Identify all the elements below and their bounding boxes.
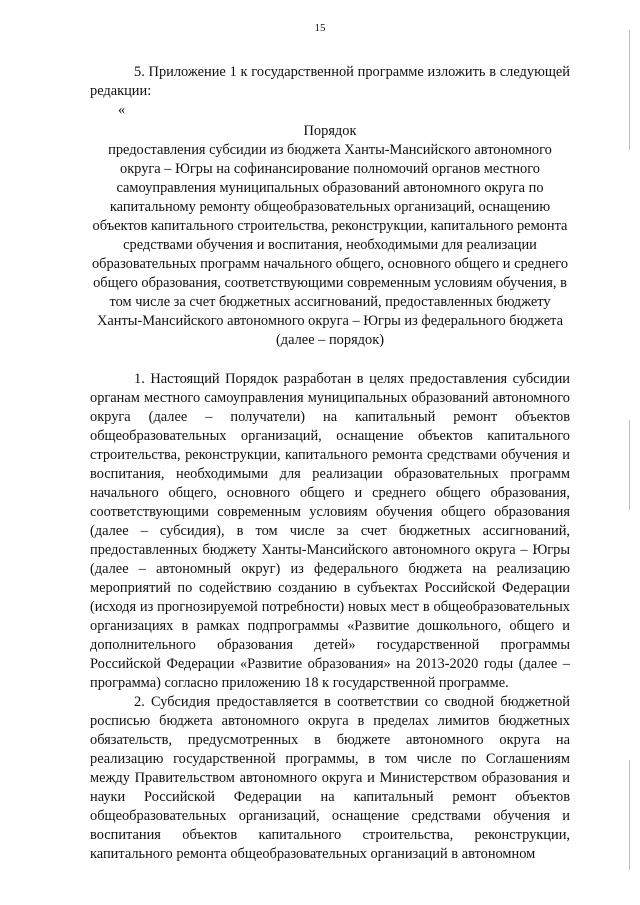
title-heading: Порядок [303, 123, 357, 139]
page-number: 15 [314, 22, 326, 34]
intro-paragraph: 5. Приложение 1 к государственной программе изложить в следующей редакции: [90, 64, 570, 99]
paragraph-1: 1. Настоящий Порядок разработан в целях предоставления субсидии органам местного самоуправления муниципальных образований автономного округа (далее – получатели) на капитальный ремонт объектов общеобразовательных организаций, оснащение объектов капитального строительства, реконструкции, капитального ремонта средствами обучения и воспитания, необходимыми для реализации образовательных программ начального общего, основного общего и среднего общего образования, соответствующими современным условиям обучения общего образования (далее – субсидия), в том числе за счет бюджетных ассигнований, предоставленных бюджету Ханты-Мансийского автономного округа – Югры (далее – автономный округ) из федерального бюджета на реализацию мероприятий по содействию созданию в субъектах Российской Федерации (исходя из прогнозируемой потребности) новых мест в общеобразовательных организациях в рамках подпрограммы «Развитие дошкольного, общего и дополнительного образования детей» государственной программы Российской Федерации «Развитие образования» на 2013-2020 годы (далее – программа) согласно приложению 18 к государственной программе. [90, 371, 570, 691]
title-tail: (далее – порядок) [276, 332, 384, 348]
title-body: предоставления субсидии из бюджета Ханты-Мансийского автономного округа – Югры на софинансирование полномочий органов местного самоуправления муниципальных образований автономного округа по капитальному ремонту общеобразовательных организаций, оснащению объектов капитального строительства, реконструкции, капитального ремонта средствами обучения и воспитания, необходимыми для реализации образовательных программ начального общего, основного общего и среднего общего образования, соответствующими современным условиям обучения, в том числе за счет бюджетных ассигнований, предоставленных бюджету Ханты-Мансийского автономного округа – Югры из федерального бюджета [91, 142, 569, 329]
scan-edge-mark [629, 760, 630, 870]
opening-quote: « [118, 102, 126, 118]
scan-edge-mark [629, 30, 630, 150]
scan-edge-mark [629, 420, 630, 510]
document-body [90, 63, 570, 864]
paragraph-2: 2. Субсидия предоставляется в соответствии со сводной бюджетной росписью бюджета автономного округа в пределах лимитов бюджетных обязательств, предусмотренных в бюджете автономного округа на реализацию государственной программы, в том числе по Соглашениям между Правительством автономного округа и Министерством образования и науки Российской Федерации на капитальный ремонт объектов общеобразовательных организаций, оснащение средствами обучения и воспитания объектов капитального строительства, реконструкции, капитального ремонта общеобразовательных организаций в автономном [90, 694, 570, 862]
document-title [90, 122, 570, 350]
section-gap [90, 350, 570, 370]
